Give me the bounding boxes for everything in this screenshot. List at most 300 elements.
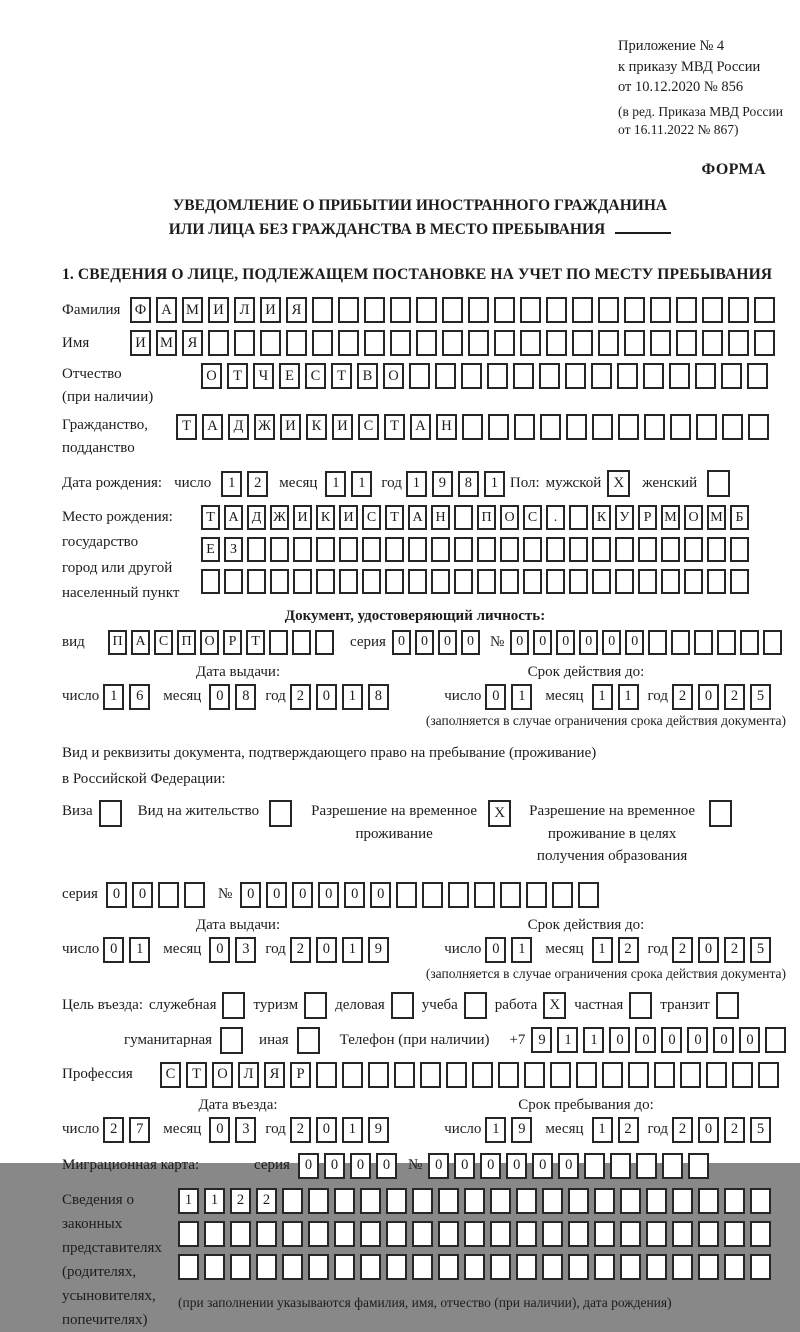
char-box[interactable] (386, 1221, 407, 1247)
char-box[interactable] (650, 297, 671, 323)
char-box[interactable] (747, 363, 768, 389)
char-box[interactable]: 2 (290, 684, 311, 710)
char-box[interactable] (646, 1221, 667, 1247)
char-box[interactable] (696, 414, 717, 440)
char-box[interactable]: Т (246, 630, 265, 655)
char-box[interactable]: 3 (235, 1117, 256, 1143)
char-box[interactable] (464, 1254, 485, 1280)
char-box[interactable] (615, 569, 634, 594)
char-box[interactable] (435, 363, 456, 389)
char-box[interactable]: 1 (618, 684, 639, 710)
char-box[interactable]: О (200, 630, 219, 655)
char-box[interactable] (754, 297, 775, 323)
char-box[interactable]: 2 (672, 937, 693, 963)
char-box[interactable]: Б (730, 505, 749, 530)
char-box[interactable] (362, 569, 381, 594)
char-box[interactable] (308, 1254, 329, 1280)
char-box[interactable] (338, 297, 359, 323)
char-box[interactable] (487, 363, 508, 389)
char-box[interactable]: Н (436, 414, 457, 440)
char-box[interactable] (648, 630, 667, 655)
char-box[interactable]: 2 (672, 684, 693, 710)
phone-input[interactable] (531, 1027, 791, 1053)
char-box[interactable]: 0 (106, 882, 127, 908)
char-box[interactable]: 0 (609, 1027, 630, 1053)
char-box[interactable] (286, 330, 307, 356)
doc-kind-input[interactable] (108, 630, 338, 655)
char-box[interactable]: 0 (661, 1027, 682, 1053)
char-box[interactable]: 0 (209, 937, 230, 963)
char-box[interactable] (442, 330, 463, 356)
residence-issue-year-input[interactable] (290, 937, 394, 963)
char-box[interactable]: 2 (672, 1117, 693, 1143)
char-box[interactable] (610, 1153, 631, 1179)
char-box[interactable] (442, 297, 463, 323)
char-box[interactable]: А (156, 297, 177, 323)
char-box[interactable] (662, 1153, 683, 1179)
char-box[interactable] (494, 330, 515, 356)
char-box[interactable]: 9 (511, 1117, 532, 1143)
gender-female-checkbox[interactable] (707, 470, 730, 497)
char-box[interactable]: . (546, 505, 565, 530)
char-box[interactable]: 9 (432, 471, 453, 497)
char-box[interactable] (422, 882, 443, 908)
char-box[interactable] (650, 330, 671, 356)
char-box[interactable] (598, 330, 619, 356)
char-box[interactable] (524, 1062, 545, 1088)
char-box[interactable]: 0 (266, 882, 287, 908)
char-box[interactable] (420, 1062, 441, 1088)
char-box[interactable]: 5 (750, 1117, 771, 1143)
char-box[interactable] (684, 569, 703, 594)
char-box[interactable] (598, 297, 619, 323)
char-box[interactable]: 1 (406, 471, 427, 497)
char-box[interactable] (754, 330, 775, 356)
char-box[interactable] (516, 1188, 537, 1214)
char-box[interactable] (542, 1188, 563, 1214)
char-box[interactable] (730, 537, 749, 562)
char-box[interactable] (431, 569, 450, 594)
char-box[interactable]: И (280, 414, 301, 440)
char-box[interactable] (698, 1254, 719, 1280)
char-box[interactable] (312, 297, 333, 323)
char-box[interactable]: М (156, 330, 177, 356)
char-box[interactable] (178, 1254, 199, 1280)
char-box[interactable]: 1 (592, 937, 613, 963)
char-box[interactable]: А (224, 505, 243, 530)
char-box[interactable]: И (260, 297, 281, 323)
char-box[interactable]: Т (331, 363, 352, 389)
char-box[interactable] (396, 882, 417, 908)
char-box[interactable]: 0 (698, 937, 719, 963)
char-box[interactable] (292, 630, 311, 655)
char-box[interactable] (730, 569, 749, 594)
char-box[interactable]: С (523, 505, 542, 530)
char-box[interactable]: 0 (318, 882, 339, 908)
char-box[interactable] (454, 569, 473, 594)
char-box[interactable]: 1 (485, 1117, 506, 1143)
char-box[interactable]: 0 (324, 1153, 345, 1179)
char-box[interactable]: 0 (209, 684, 230, 710)
char-box[interactable]: К (306, 414, 327, 440)
char-box[interactable]: 0 (687, 1027, 708, 1053)
char-box[interactable]: Д (228, 414, 249, 440)
char-box[interactable]: 0 (532, 1153, 553, 1179)
char-box[interactable] (569, 505, 588, 530)
char-box[interactable]: Т (176, 414, 197, 440)
migration-series-input[interactable] (298, 1153, 402, 1179)
char-box[interactable] (312, 330, 333, 356)
char-box[interactable]: А (410, 414, 431, 440)
char-box[interactable]: 0 (344, 882, 365, 908)
temp-residence-education-checkbox[interactable] (709, 800, 732, 827)
char-box[interactable] (308, 1188, 329, 1214)
char-box[interactable] (624, 297, 645, 323)
char-box[interactable] (618, 414, 639, 440)
char-box[interactable] (500, 569, 519, 594)
residence-permit-checkbox[interactable] (269, 800, 292, 827)
char-box[interactable] (572, 297, 593, 323)
char-box[interactable] (390, 297, 411, 323)
char-box[interactable] (412, 1221, 433, 1247)
char-box[interactable]: Д (247, 505, 266, 530)
char-box[interactable] (617, 363, 638, 389)
char-box[interactable] (594, 1254, 615, 1280)
char-box[interactable] (624, 330, 645, 356)
char-box[interactable] (438, 1221, 459, 1247)
char-box[interactable] (594, 1188, 615, 1214)
char-box[interactable] (654, 1062, 675, 1088)
char-box[interactable] (578, 882, 599, 908)
char-box[interactable] (750, 1254, 771, 1280)
char-box[interactable] (494, 297, 515, 323)
char-box[interactable]: С (154, 630, 173, 655)
char-box[interactable] (594, 1221, 615, 1247)
char-box[interactable]: Е (279, 363, 300, 389)
char-box[interactable] (615, 537, 634, 562)
char-box[interactable]: 1 (325, 471, 346, 497)
char-box[interactable] (461, 363, 482, 389)
char-box[interactable]: 0 (392, 630, 411, 655)
char-box[interactable] (672, 1221, 693, 1247)
char-box[interactable] (500, 537, 519, 562)
char-box[interactable] (765, 1027, 786, 1053)
char-box[interactable] (763, 630, 782, 655)
char-box[interactable] (513, 363, 534, 389)
char-box[interactable]: 0 (209, 1117, 230, 1143)
char-box[interactable]: 0 (485, 937, 506, 963)
char-box[interactable]: 0 (454, 1153, 475, 1179)
char-box[interactable] (523, 569, 542, 594)
stay-year-input[interactable] (672, 1117, 776, 1143)
char-box[interactable]: Е (201, 537, 220, 562)
char-box[interactable] (523, 537, 542, 562)
char-box[interactable]: Т (384, 414, 405, 440)
char-box[interactable]: 0 (438, 630, 457, 655)
char-box[interactable]: Р (290, 1062, 311, 1088)
char-box[interactable] (448, 882, 469, 908)
char-box[interactable]: В (357, 363, 378, 389)
char-box[interactable] (474, 882, 495, 908)
residence-number-input[interactable] (240, 882, 604, 908)
char-box[interactable]: 1 (592, 684, 613, 710)
birth-day-input[interactable] (221, 471, 273, 497)
char-box[interactable] (546, 330, 567, 356)
char-box[interactable]: 0 (132, 882, 153, 908)
profession-input[interactable] (160, 1062, 784, 1088)
char-box[interactable]: 1 (557, 1027, 578, 1053)
purpose-study-checkbox[interactable] (464, 992, 487, 1019)
char-box[interactable] (540, 414, 561, 440)
char-box[interactable]: К (592, 505, 611, 530)
char-box[interactable]: Н (431, 505, 450, 530)
char-box[interactable] (438, 1254, 459, 1280)
char-box[interactable] (568, 1221, 589, 1247)
char-box[interactable] (256, 1254, 277, 1280)
char-box[interactable]: Л (238, 1062, 259, 1088)
char-box[interactable]: У (615, 505, 634, 530)
char-box[interactable]: Р (638, 505, 657, 530)
char-box[interactable] (412, 1254, 433, 1280)
char-box[interactable] (628, 1062, 649, 1088)
char-box[interactable] (488, 414, 509, 440)
char-box[interactable] (342, 1062, 363, 1088)
stay-month-input[interactable] (592, 1117, 644, 1143)
char-box[interactable] (462, 414, 483, 440)
char-box[interactable] (468, 330, 489, 356)
char-box[interactable]: Ч (253, 363, 274, 389)
char-box[interactable] (732, 1062, 753, 1088)
char-box[interactable]: О (684, 505, 703, 530)
char-box[interactable]: 2 (618, 937, 639, 963)
char-box[interactable] (334, 1188, 355, 1214)
char-box[interactable] (569, 569, 588, 594)
valid-year-input[interactable] (672, 684, 776, 710)
char-box[interactable]: С (160, 1062, 181, 1088)
char-box[interactable]: Т (385, 505, 404, 530)
char-box[interactable] (722, 414, 743, 440)
char-box[interactable]: 2 (724, 684, 745, 710)
char-box[interactable] (416, 330, 437, 356)
char-box[interactable]: О (500, 505, 519, 530)
char-box[interactable] (694, 630, 713, 655)
char-box[interactable] (500, 882, 521, 908)
char-box[interactable] (385, 569, 404, 594)
purpose-official-checkbox[interactable] (222, 992, 245, 1019)
char-box[interactable]: С (362, 505, 381, 530)
char-box[interactable]: И (208, 297, 229, 323)
char-box[interactable] (646, 1254, 667, 1280)
char-box[interactable] (260, 330, 281, 356)
char-box[interactable] (602, 1062, 623, 1088)
char-box[interactable] (539, 363, 560, 389)
char-box[interactable]: 9 (368, 1117, 389, 1143)
char-box[interactable]: 0 (292, 882, 313, 908)
char-box[interactable] (282, 1221, 303, 1247)
char-box[interactable] (546, 569, 565, 594)
char-box[interactable]: 2 (256, 1188, 277, 1214)
doc-number-input[interactable] (510, 630, 786, 655)
char-box[interactable] (339, 569, 358, 594)
char-box[interactable] (566, 414, 587, 440)
char-box[interactable]: 0 (480, 1153, 501, 1179)
char-box[interactable] (293, 537, 312, 562)
char-box[interactable]: 5 (750, 937, 771, 963)
char-box[interactable] (386, 1254, 407, 1280)
char-box[interactable]: 1 (511, 937, 532, 963)
char-box[interactable] (646, 1188, 667, 1214)
purpose-tourism-checkbox[interactable] (304, 992, 327, 1019)
char-box[interactable]: Я (286, 297, 307, 323)
char-box[interactable] (454, 537, 473, 562)
char-box[interactable] (368, 1062, 389, 1088)
char-box[interactable]: П (477, 505, 496, 530)
char-box[interactable]: 1 (103, 684, 124, 710)
valid-day-input[interactable] (485, 684, 537, 710)
char-box[interactable]: А (202, 414, 223, 440)
char-box[interactable] (360, 1188, 381, 1214)
representatives-input-row2[interactable] (178, 1221, 776, 1247)
char-box[interactable]: А (131, 630, 150, 655)
char-box[interactable] (520, 330, 541, 356)
char-box[interactable] (698, 1221, 719, 1247)
char-box[interactable] (546, 297, 567, 323)
char-box[interactable] (669, 363, 690, 389)
char-box[interactable]: 0 (240, 882, 261, 908)
char-box[interactable]: О (201, 363, 222, 389)
purpose-private-checkbox[interactable] (629, 992, 652, 1019)
char-box[interactable]: 0 (713, 1027, 734, 1053)
char-box[interactable]: 0 (316, 684, 337, 710)
entry-day-input[interactable] (103, 1117, 155, 1143)
char-box[interactable] (315, 630, 334, 655)
char-box[interactable] (672, 1188, 693, 1214)
char-box[interactable] (520, 297, 541, 323)
char-box[interactable]: 2 (618, 1117, 639, 1143)
char-box[interactable] (412, 1188, 433, 1214)
char-box[interactable]: 5 (750, 684, 771, 710)
char-box[interactable]: 8 (458, 471, 479, 497)
char-box[interactable] (338, 330, 359, 356)
char-box[interactable]: 0 (635, 1027, 656, 1053)
char-box[interactable]: 0 (558, 1153, 579, 1179)
char-box[interactable]: 1 (221, 471, 242, 497)
char-box[interactable]: М (182, 297, 203, 323)
char-box[interactable] (408, 537, 427, 562)
char-box[interactable] (234, 330, 255, 356)
char-box[interactable] (568, 1188, 589, 1214)
valid-month-input[interactable] (592, 684, 644, 710)
char-box[interactable] (516, 1254, 537, 1280)
char-box[interactable] (293, 569, 312, 594)
char-box[interactable] (416, 297, 437, 323)
char-box[interactable]: П (108, 630, 127, 655)
char-box[interactable] (707, 537, 726, 562)
char-box[interactable] (339, 537, 358, 562)
char-box[interactable]: 0 (739, 1027, 760, 1053)
char-box[interactable]: 0 (602, 630, 621, 655)
char-box[interactable] (282, 1188, 303, 1214)
residence-issue-day-input[interactable] (103, 937, 155, 963)
char-box[interactable]: 0 (461, 630, 480, 655)
char-box[interactable] (282, 1254, 303, 1280)
residence-issue-month-input[interactable] (209, 937, 261, 963)
char-box[interactable] (360, 1254, 381, 1280)
char-box[interactable]: С (358, 414, 379, 440)
char-box[interactable] (591, 363, 612, 389)
char-box[interactable]: 0 (579, 630, 598, 655)
char-box[interactable]: 1 (342, 1117, 363, 1143)
char-box[interactable] (270, 537, 289, 562)
char-box[interactable] (572, 330, 593, 356)
char-box[interactable]: 2 (724, 937, 745, 963)
char-box[interactable] (636, 1153, 657, 1179)
birth-month-input[interactable] (325, 471, 377, 497)
char-box[interactable] (208, 330, 229, 356)
representatives-input-row3[interactable] (178, 1254, 776, 1280)
char-box[interactable] (638, 569, 657, 594)
purpose-transit-checkbox[interactable] (716, 992, 739, 1019)
char-box[interactable] (592, 414, 613, 440)
char-box[interactable] (269, 630, 288, 655)
char-box[interactable] (498, 1062, 519, 1088)
char-box[interactable]: 2 (103, 1117, 124, 1143)
char-box[interactable]: 0 (510, 630, 529, 655)
char-box[interactable] (490, 1254, 511, 1280)
char-box[interactable]: И (130, 330, 151, 356)
char-box[interactable]: 9 (368, 937, 389, 963)
char-box[interactable]: 0 (316, 1117, 337, 1143)
char-box[interactable]: И (332, 414, 353, 440)
char-box[interactable] (592, 569, 611, 594)
char-box[interactable]: 0 (506, 1153, 527, 1179)
char-box[interactable] (385, 537, 404, 562)
representatives-input-row1[interactable] (178, 1188, 776, 1214)
char-box[interactable] (472, 1062, 493, 1088)
char-box[interactable] (620, 1221, 641, 1247)
char-box[interactable] (230, 1254, 251, 1280)
char-box[interactable] (698, 1188, 719, 1214)
char-box[interactable] (431, 537, 450, 562)
char-box[interactable] (546, 537, 565, 562)
char-box[interactable] (643, 363, 664, 389)
char-box[interactable]: О (383, 363, 404, 389)
char-box[interactable] (316, 569, 335, 594)
char-box[interactable] (224, 569, 243, 594)
char-box[interactable] (552, 882, 573, 908)
char-box[interactable]: Я (264, 1062, 285, 1088)
char-box[interactable]: 8 (368, 684, 389, 710)
purpose-humanitarian-checkbox[interactable] (220, 1027, 243, 1054)
residence-valid-month-input[interactable] (592, 937, 644, 963)
char-box[interactable] (477, 537, 496, 562)
char-box[interactable]: 1 (342, 937, 363, 963)
char-box[interactable] (408, 569, 427, 594)
char-box[interactable]: Ж (254, 414, 275, 440)
char-box[interactable]: 0 (556, 630, 575, 655)
char-box[interactable]: С (305, 363, 326, 389)
char-box[interactable]: 1 (351, 471, 372, 497)
char-box[interactable] (638, 537, 657, 562)
char-box[interactable]: Я (182, 330, 203, 356)
char-box[interactable] (644, 414, 665, 440)
char-box[interactable] (477, 569, 496, 594)
char-box[interactable] (468, 297, 489, 323)
char-box[interactable]: 8 (235, 684, 256, 710)
char-box[interactable]: 0 (376, 1153, 397, 1179)
char-box[interactable] (256, 1221, 277, 1247)
char-box[interactable] (334, 1254, 355, 1280)
